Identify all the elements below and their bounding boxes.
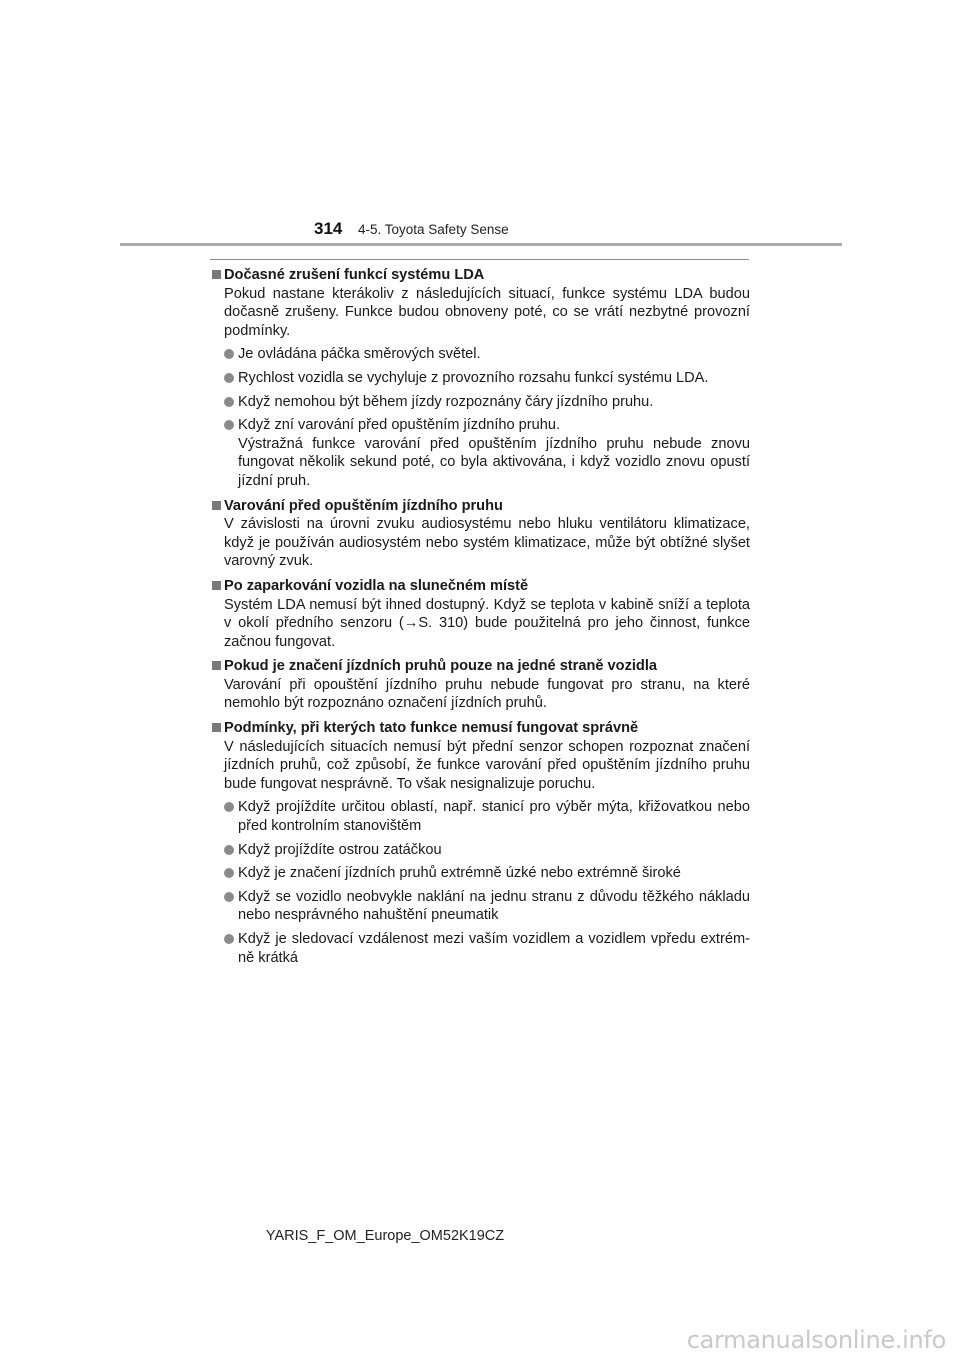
section-lda-cancel <box>210 266 750 491</box>
list-item-text: Když je značení jízdních pruhů extrémně úzké nebo extrémně široké <box>238 865 681 882</box>
section-heading: Podmínky, při kterých tato funkce nemusí fungovat správně <box>224 720 639 737</box>
square-bullet-icon <box>212 581 221 590</box>
bullet-dot-icon <box>224 373 234 383</box>
list-item-text: Rychlost vozidla se vychyluje z provozního rozsahu funkcí systému LDA. <box>238 369 709 386</box>
list-item <box>210 393 750 412</box>
list-item-text: Je ovládána páčka směrových světel. <box>238 346 481 363</box>
section-sunny-parking <box>210 577 750 651</box>
bullet-dot-icon <box>224 868 234 878</box>
section-text: Varování při opouštění jízdního pruhu nebude fungovat pro stranu, na které nemohlo být rozpoznáno označení jízdních pruhů. <box>224 676 750 712</box>
bullet-dot-icon <box>224 397 234 407</box>
section-text: Systém LDA nemusí být ihned dostupný. Když se teplota v kabině sníží a teplota v okolí předního senzoru (→S. 310) bude použitelná pro jeho činnost, funkce začnou fungovat. <box>224 596 750 650</box>
list-item <box>210 369 750 388</box>
section-conditions <box>210 719 750 967</box>
bullet-dot-icon <box>224 349 234 359</box>
section-text: V následujících situacích nemusí být přední senzor schopen rozpoznat značení jízdních pruhů, což způsobí, že funkce varování před opuštěním jízdního pruhu bude fungovat nesprávně. To však nesignalizuje poruchu. <box>224 738 750 792</box>
footer-doc-code: YARIS_F_OM_Europe_OM52K19CZ <box>265 1228 505 1244</box>
list-item-text: Když projíždíte ostrou zatáčkou <box>238 841 442 858</box>
list-item-text: Když nemohou být během jízdy rozpoznány čáry jízdního pruhu. <box>238 393 654 410</box>
watermark: carmanualsonline.info <box>686 1326 946 1354</box>
bullet-dot-icon <box>224 892 234 902</box>
section-heading: Dočasné zrušení funkcí systému LDA <box>224 267 485 283</box>
section-heading: Varování před opuštěním jízdního pruhu <box>224 497 503 514</box>
bullet-dot-icon <box>224 934 234 944</box>
section-one-side-marking <box>210 657 750 713</box>
list-item <box>210 888 750 925</box>
section-heading: Po zaparkování vozidla na slunečném místě <box>224 577 529 594</box>
list-item-text: Když projíždíte určitou oblastí, např. stanicí pro výběr mýta, křižovatkou nebo před kontrolním stanovištěm <box>238 799 750 835</box>
list-item-subtext: Výstražná funkce varování před opuštěním jízdního pruhu nebude znovu fungovat několik sekund poté, co byla aktivována, i když vozidlo znovu opustí jízdní pruh. <box>238 435 750 489</box>
bullet-dot-icon <box>224 845 234 855</box>
list-item <box>210 841 750 860</box>
list-item-text: Když se vozidlo neobvykle naklání na jednu stranu z důvodu těžkého nákladu nebo nesprávného nahuštění pneumatik <box>238 888 750 924</box>
section-title: 4-5. Toyota Safety Sense <box>358 222 509 237</box>
section-heading: Pokud je značení jízdních pruhů pouze na jedné straně vozidla <box>224 658 658 675</box>
section-text: V závislosti na úrovni zvuku audiosystému nebo hluku ventilátoru klimatizace, když je používán audiosystém nebo systém klimatizace, může být obtížné slyšet varovný zvuk. <box>224 516 750 570</box>
page-number: 314 <box>314 219 343 238</box>
list-item-text: Když zní varování před opuštěním jízdního pruhu. <box>238 417 561 434</box>
list-item <box>210 345 750 364</box>
square-bullet-icon <box>212 723 221 732</box>
square-bullet-icon <box>212 501 221 510</box>
square-bullet-icon <box>212 270 221 279</box>
list-item <box>210 416 750 435</box>
page-content <box>210 266 750 973</box>
top-rule <box>210 259 749 260</box>
list-item <box>210 930 750 967</box>
list-item-text: Když je sledovací vzdálenost mezi vaším vozidlem a vozidlem vpředu extrémně krátká <box>238 931 750 966</box>
section-warning <box>210 497 750 571</box>
section-text: Pokud nastane kterákoliv z následujících situací, funkce systému LDA budou dočasně zrušeny. Funkce budou obnoveny poté, co se vrátí nezbytné provozní podmínky. <box>224 285 750 339</box>
header-rule <box>120 243 842 246</box>
list-item <box>210 798 750 835</box>
square-bullet-icon <box>212 661 221 670</box>
bullet-dot-icon <box>224 420 234 430</box>
bullet-dot-icon <box>224 802 234 812</box>
list-item <box>210 864 750 883</box>
